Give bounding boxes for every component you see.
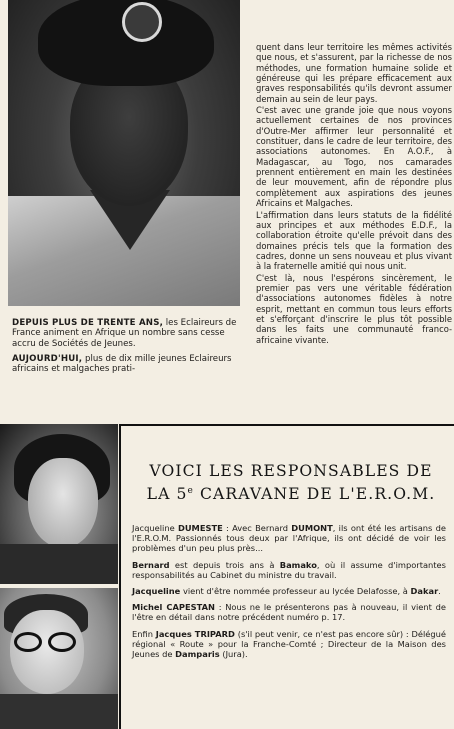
responsable-paragraph: Jacqueline vient d'être nommée professeur au lycée Delafosse, à Dakar.	[132, 586, 441, 597]
photo-caption	[12, 318, 238, 379]
article-column-top	[256, 42, 452, 346]
caption-paragraph: DEPUIS PLUS DE TRENTE ANS, les Eclaireurs de France animent en Afrique un nombre sans cesse accru de Sociétés de Jeunes.	[12, 318, 237, 349]
heading-line: LA 5e CARAVANE DE L'E.R.O.M.	[146, 484, 436, 503]
responsables-column	[132, 523, 446, 665]
section-divider-vertical	[119, 424, 121, 729]
article-paragraph: L'affirmation dans leurs statuts de la fidélité aux principes et aux méthodes E.D.F., la collaboration étroite qu'elle prévoit dans des domaines précis tels que la formation des cadres, donne un sens nouveau et plus vivant à la fraternelle amitié qui nous unit.	[256, 209, 452, 272]
scout-badge-icon	[122, 2, 162, 42]
responsable-paragraph: Michel CAPESTAN : Nous ne le présenterons pas à nouveau, il vient de l'être en détail dans notre précédent numéro p. 17.	[132, 602, 446, 623]
scout-portrait-photo	[8, 0, 240, 306]
man-with-glasses-photo	[0, 588, 118, 729]
section-heading	[132, 462, 450, 504]
woman-portrait-photo	[0, 424, 118, 584]
article-paragraph: quent dans leur territoire les mêmes activités que nous, et s'assurent, par la richesse de nos méthodes, une formation humaine solide et généreuse qui les prépare efficacement aux graves responsabilités qu'ils devront assumer demain au sein de leur pays.	[256, 42, 452, 104]
caption-paragraph: AUJOURD'HUI, plus de dix mille jeunes Eclaireurs africains et malgaches prati-	[12, 353, 232, 375]
responsable-paragraph: Bernard est depuis trois ans à Bamako, où il assume d'importantes responsabilités au Cabinet du ministre du travail.	[132, 559, 446, 580]
section-divider-horizontal	[119, 424, 454, 426]
heading-line: VOICI LES RESPONSABLES DE	[149, 462, 433, 480]
article-paragraph: C'est là, nous l'espérons sincèrement, le premier pas vers une véritable fédération d'associations autonomes fidèles à notre esprit, mettant en commun tous leurs efforts et s'efforçant d'inscrire le plus tôt possible dans les faits une communauté franco-africaine vivante.	[256, 272, 452, 345]
article-paragraph: C'est avec une grande joie que nous voyons actuellement certaines de nos provinces d'Outre-Mer affirmer leur personnalité et constituer, dans le cadre de leur territoire, des associations autonomes. En A.O.F., à Madagascar, au Togo, nos camarades prennent entièrement en main les destinées de leur mouvement, afin de répondre plus complètement aux aspirations des jeunes Africains et Malgaches.	[256, 105, 452, 209]
responsable-paragraph: Enfin Jacques TRIPARD (s'il peut venir, ce n'est pas encore sûr) : Délégué régional « Route » pour la Franche-Comté ; Directeur de la Maison des Jeunes de Damparis (Jura).	[132, 628, 446, 660]
responsable-paragraph: Jacqueline DUMESTE : Avec Bernard DUMONT, ils ont été les artisans de l'E.R.O.M. Passionnés tous deux par l'Afrique, ils ont décidé de voir les problèmes d'un peu plus près...	[132, 523, 446, 554]
